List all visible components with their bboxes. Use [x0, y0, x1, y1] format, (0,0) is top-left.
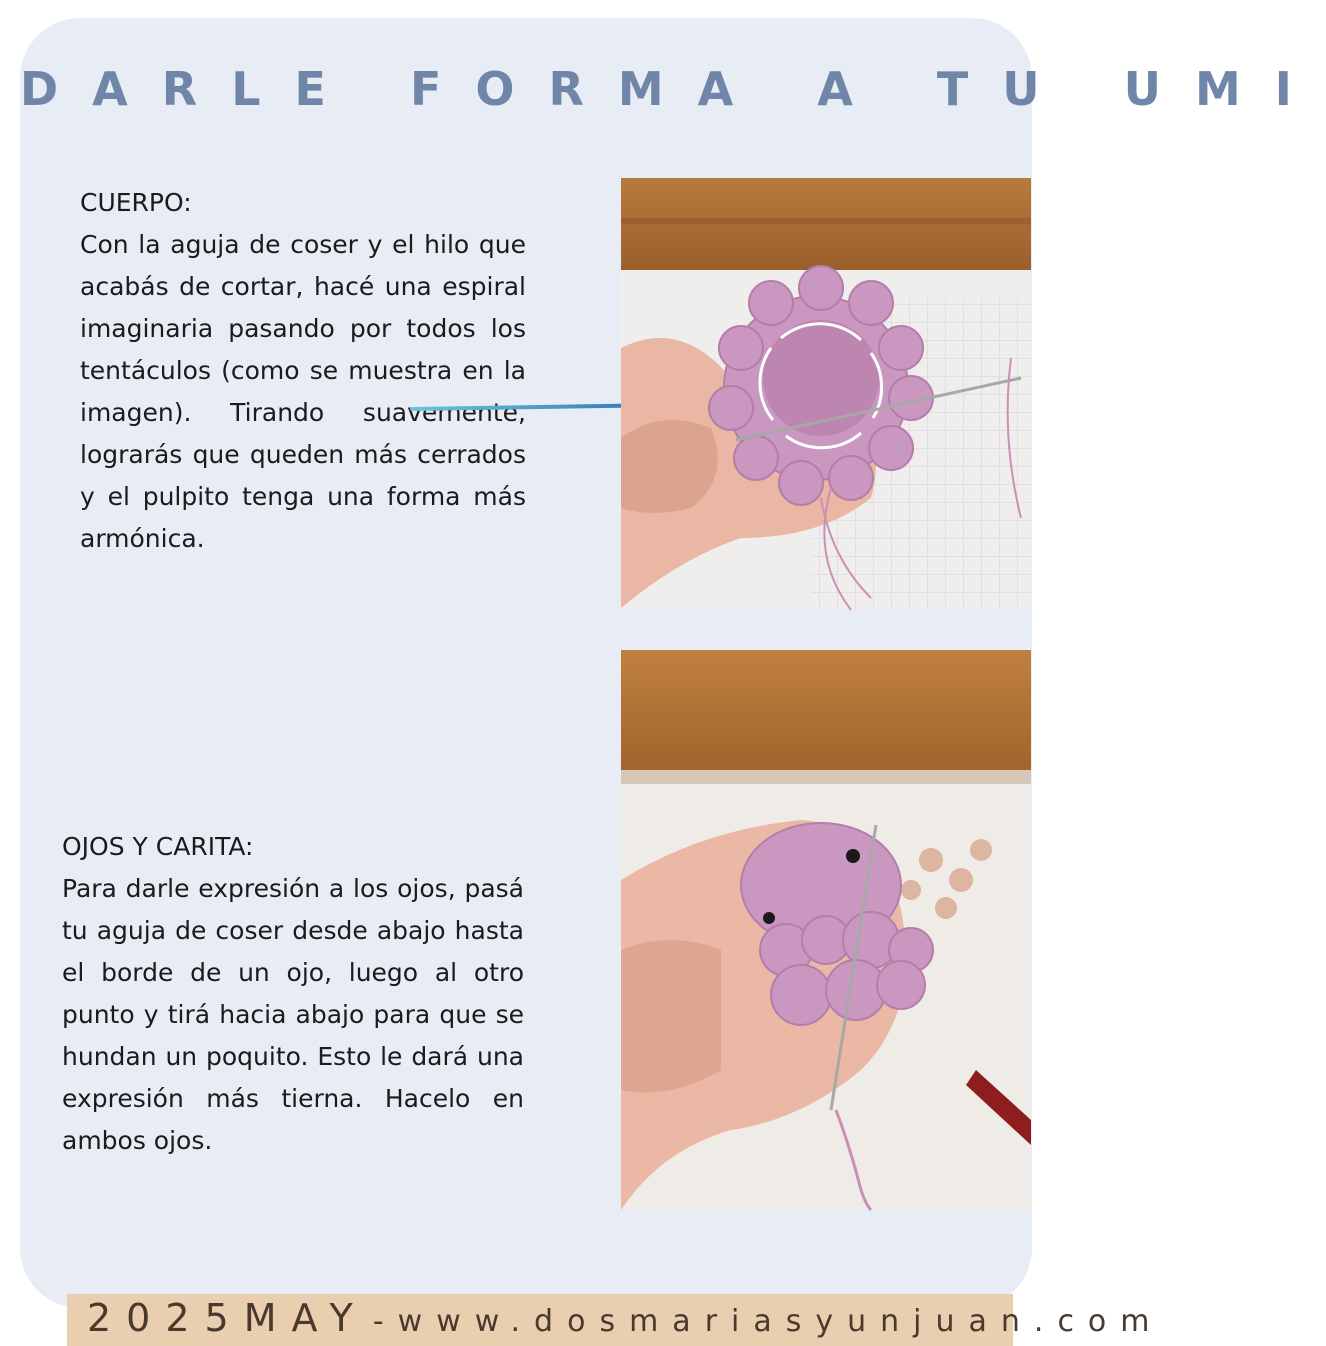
section-ojos-y-carita [62, 826, 524, 1162]
section-body: Con la aguja de coser y el hilo que acabás de cortar, hacé una espiral imaginaria pasando por todos los tentáculos (como se muestra en la imagen). Tirando suavemente, lograrás que queden más cerrados y el pulpito tenga una forma más armónica. [80, 230, 526, 553]
page-title: DARLE FORMA A TU UMI [20, 62, 1326, 116]
section-heading: CUERPO: [80, 188, 192, 217]
footer-text [87, 1296, 1164, 1340]
footer-year-month: 2025MAY [87, 1296, 368, 1340]
eyes-stitching-photo [621, 650, 1031, 1210]
section-heading: OJOS Y CARITA: [62, 832, 254, 861]
footer-band [67, 1294, 1164, 1346]
body-stitching-photo [621, 178, 1031, 610]
footer-website-link[interactable]: -www.dosmariasyunjuan.com [372, 1304, 1164, 1339]
section-body: Para darle expresión a los ojos, pasá tu aguja de coser desde abajo hasta el borde de un ojo, luego al otro punto y tirá hacia abajo para que se hundan un poquito. Esto le dará una expresión más tierna. Hacelo en ambos ojos. [62, 874, 524, 1155]
section-cuerpo [80, 182, 526, 560]
